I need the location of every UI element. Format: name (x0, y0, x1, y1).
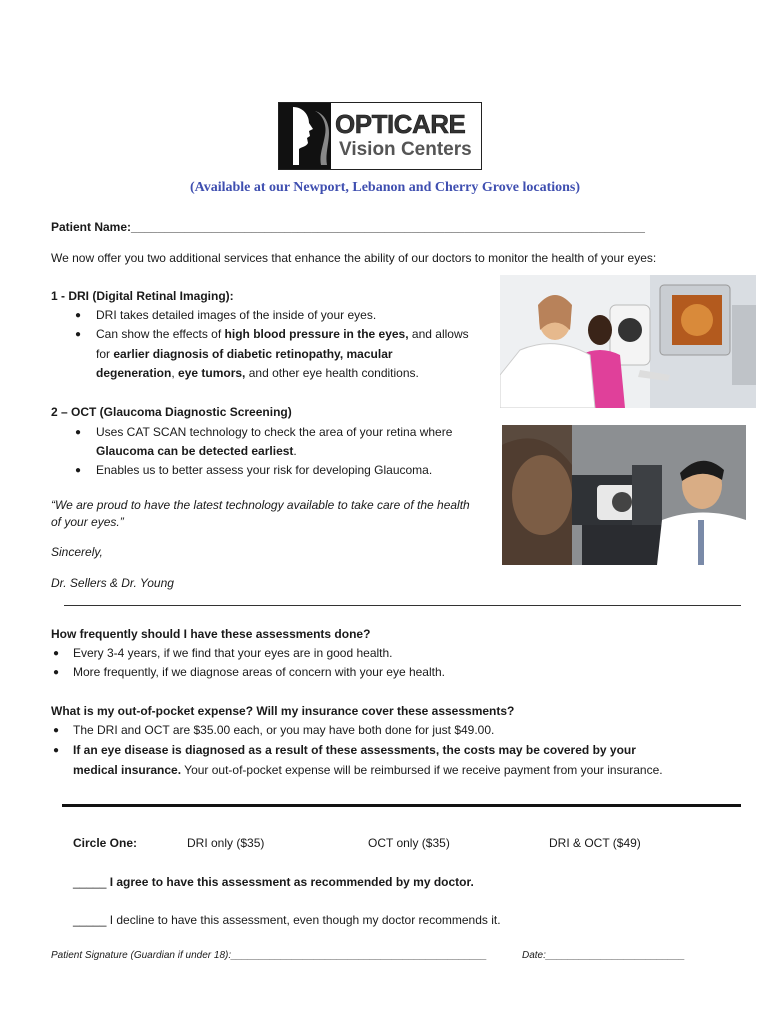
oct-exam-photo (502, 425, 746, 565)
text-run-bold: earlier diagnosis of diabetic retinopathy, macular (113, 347, 393, 361)
bullet-icon: ● (75, 310, 82, 321)
bullet-icon: ● (53, 667, 60, 678)
option-dri-only[interactable]: DRI only ($35) (187, 836, 265, 850)
decline-text: I decline to have this assessment, even though my doctor recommends it. (106, 913, 501, 927)
logo-line1: OPTICARE (335, 109, 466, 139)
bullet-icon: ● (75, 465, 82, 476)
faq2-answer-2: If an eye disease is diagnosed as a result of these assessments, the costs may be covered by your (73, 743, 636, 757)
patient-name-row (51, 220, 645, 235)
faq1-question: How frequently should I have these assessments done? (51, 627, 371, 641)
date-field[interactable]: _________________________ (545, 950, 685, 961)
oct-bullet-1-line2 (96, 444, 297, 459)
option-dri-and-oct[interactable]: DRI & OCT ($49) (549, 836, 641, 850)
oct-heading: 2 – OCT (Glaucoma Diagnostic Screening) (51, 405, 292, 419)
quote-line-2: of your eyes.” (51, 515, 124, 529)
text-run: . (293, 444, 297, 458)
dri-heading: 1 - DRI (Digital Retinal Imaging): (51, 289, 234, 303)
dri-bullet-1: DRI takes detailed images of the inside of your eyes. (96, 308, 377, 322)
date-row (522, 948, 685, 963)
text-run: and allows (408, 327, 469, 341)
bullet-icon: ● (53, 648, 60, 659)
agree-text: I agree to have this assessment as recommended by my doctor. (106, 875, 474, 889)
dri-bullet-2 (96, 327, 469, 342)
date-label: Date: (522, 950, 546, 961)
agree-blank[interactable]: _____ (73, 875, 107, 889)
faq2-answer-2-line2 (73, 763, 663, 778)
text-run: Your out-of-pocket expense will be reimbursed if we receive payment from your insurance. (181, 763, 663, 777)
patient-name-field[interactable]: _____________________________________________________________________________ (131, 220, 645, 234)
text-run-bold: Glaucoma can be detected earliest (96, 444, 294, 458)
text-run-bold: degeneration (96, 366, 172, 380)
oct-bullet-1: Uses CAT SCAN technology to check the area of your retina where (96, 425, 453, 439)
bullet-icon: ● (53, 745, 60, 756)
bullet-icon: ● (75, 329, 82, 340)
agree-row (73, 875, 474, 890)
faq2-answer-1: The DRI and OCT are $35.00 each, or you may have both done for just $49.00. (73, 723, 495, 737)
dri-bullet-2-line3 (96, 366, 419, 381)
faq1-answer-2: More frequently, if we diagnose areas of concern with your eye health. (73, 665, 445, 679)
retinal-imaging-photo (500, 275, 756, 408)
text-run: Can show the effects of (96, 327, 225, 341)
text-run: and other eye health conditions. (245, 366, 419, 380)
signature-label: Patient Signature (Guardian if under 18): (51, 950, 232, 961)
text-run-bold: medical insurance. (73, 763, 182, 777)
decline-row (73, 913, 501, 928)
signers: Dr. Sellers & Dr. Young (51, 576, 174, 590)
circle-one-label: Circle One: (73, 836, 138, 850)
oct-bullet-2: Enables us to better assess your risk for developing Glaucoma. (96, 463, 433, 477)
locations-subtitle: (Available at our Newport, Lebanon and Cherry Grove locations) (189, 180, 581, 195)
thick-divider (62, 804, 741, 807)
text-run-bold: high blood pressure in the eyes, (224, 327, 409, 341)
text-run-bold: eye tumors, (178, 366, 246, 380)
intro-text: We now offer you two additional services that enhance the ability of our doctors to monitor the health of your eyes: (51, 251, 657, 265)
decline-blank[interactable]: _____ (73, 913, 107, 927)
sincerely: Sincerely, (51, 545, 103, 559)
face-profile-icon (279, 103, 331, 169)
bullet-icon: ● (53, 725, 60, 736)
faq1-answer-1: Every 3-4 years, if we find that your eyes are in good health. (73, 646, 393, 660)
signature-field[interactable]: ______________________________________________ (231, 950, 487, 961)
bullet-icon: ● (75, 427, 82, 438)
logo-line2: Vision Centers (339, 139, 472, 160)
dri-bullet-2-line2 (96, 347, 393, 362)
patient-name-label: Patient Name: (51, 220, 132, 234)
faq2-question: What is my out-of-pocket expense? Will my insurance cover these assessments? (51, 704, 515, 718)
signature-row (51, 948, 487, 963)
text-run: for (96, 347, 114, 361)
opticare-logo (278, 102, 482, 170)
text-run: , (171, 366, 179, 380)
quote-line-1: “We are proud to have the latest technology available to take care of the health (51, 498, 470, 512)
option-oct-only[interactable]: OCT only ($35) (368, 836, 450, 850)
divider (64, 605, 741, 606)
